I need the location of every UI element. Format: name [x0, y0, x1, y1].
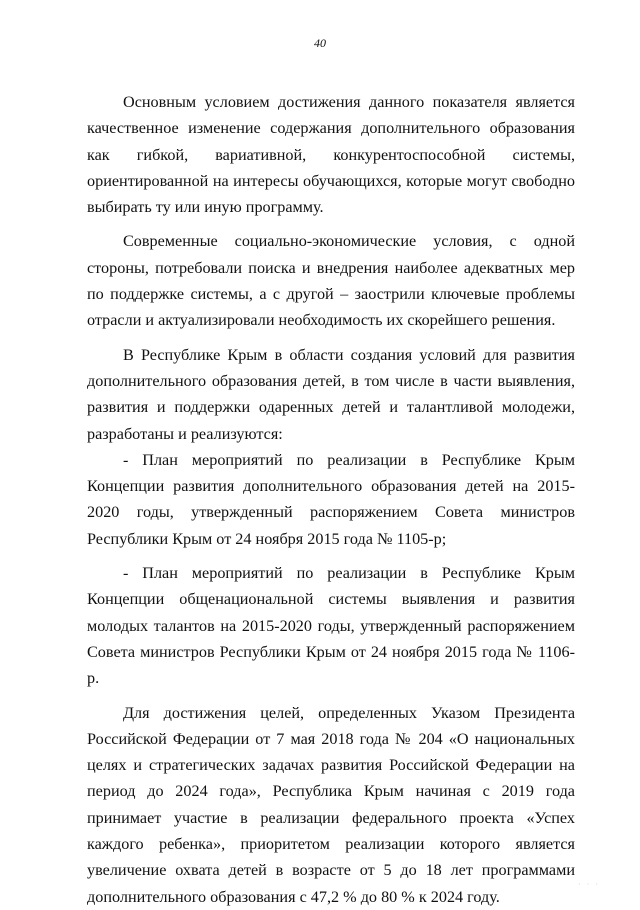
list-item-plan-1106: - План мероприятий по реализации в Республике Крым Концепции общенациональной системы выявления и развития молодых талантов на 2015-2020 годы, утвержденный распоряжением Совета министров Республики Крым от 24 ноября 2015 года № 1106-р. — [87, 564, 575, 688]
paragraph-federal-project: Для достижения целей, определенных Указом Президента Российской Федерации от 7 мая 2018 года № 204 «О национальных целях и стратегических задачах развития Российской Федерации на период до 2024 года», Республика Крым начиная с 2019 года принимает участие в реализации федерального проекта «Успех каждого ребенка», приоритетом реализации которого является увеличение охвата детей в возрасте от 5 до 18 лет программами дополнительного образования с 47,2 % до 80 % к 2024 году. — [87, 703, 575, 906]
page-number: 40 — [314, 36, 326, 50]
paragraph-main-condition: Основным условием достижения данного показателя является качественное изменение содержания дополнительного образования как гибкой, вариативной, конкурентоспособной системы, ориентированной на интересы обучающихся, которые могут свободно выбирать ту или иную программу. — [87, 93, 575, 217]
document-body — [87, 89, 575, 910]
paragraph-crimea-conditions: В Республике Крым в области создания условий для развития дополнительного образования детей, в том числе в части выявления, развития и поддержки одаренных детей и талантливой молодежи, разработаны и реализуются: — [87, 345, 575, 443]
paragraph-socio-economic-conditions: Современные социально-экономические условия, с одной стороны, потребовали поиска и внедрения наиболее адекватных мер по поддержке системы, а с другой – заострили ключевые проблемы отрасли и актуализировали необходимость их скорейшего решения. — [87, 232, 575, 330]
scan-artifact: · · · — [578, 880, 600, 889]
list-item-plan-1105: - План мероприятий по реализации в Республике Крым Концепции развития дополнительного образования детей на 2015-2020 годы, утвержденный распоряжением Совета министров Республики Крым от 24 ноября 2015 года № 1105-р; — [87, 450, 575, 548]
